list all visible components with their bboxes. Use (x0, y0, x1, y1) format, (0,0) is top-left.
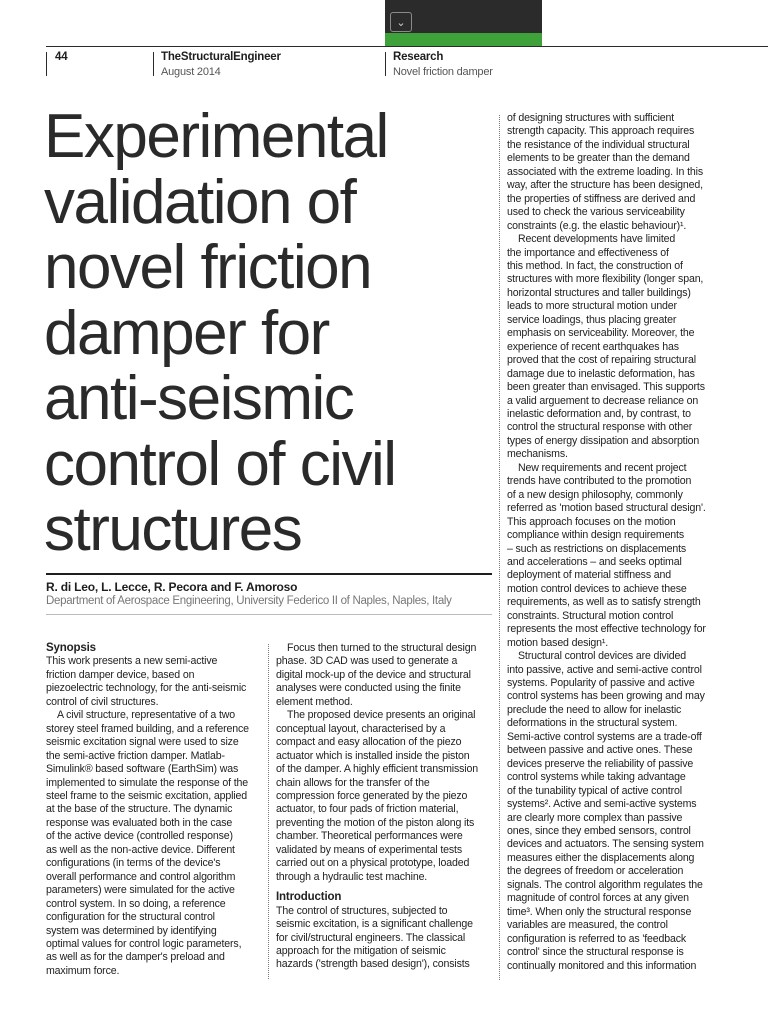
text-line: of designing structures with sufficient (507, 112, 675, 124)
column-divider (499, 115, 500, 980)
text-line: referred as 'motion based structural design'. (507, 502, 706, 515)
text-line: parameters) were simulated for the active (46, 884, 235, 897)
article-title (44, 104, 484, 563)
text-line: ones, since they embed sensors, control (507, 825, 691, 838)
text-line: configuration for the structural control (46, 911, 215, 924)
text-line: time³. When only the structural response (507, 905, 692, 918)
header-rule (46, 46, 768, 47)
section-subtitle: Novel friction damper (393, 66, 493, 78)
text-line: damage due to inelastic deformation, has (507, 367, 695, 380)
title-line: control of civil (44, 429, 396, 499)
text-line: strength capacity. This approach requires (507, 125, 695, 138)
text-line: types of energy dissipation and absorption (507, 434, 700, 447)
text-line: actuator, to four pads of friction material, (276, 803, 459, 816)
text-line: constraints (e.g. the elastic behaviour)¹. (507, 219, 687, 232)
text-line: and accelerations – and seeks optimal (507, 555, 682, 568)
page-number: 44 (55, 51, 68, 63)
text-line: analyses were conducted using the finite (276, 682, 461, 695)
text-line: control system. In so doing, a reference (46, 897, 226, 910)
title-line: anti-seismic (44, 364, 354, 433)
text-line: system was determined by identifying (46, 924, 217, 937)
text-line: control systems while taking advantage (507, 771, 686, 784)
text-line: motion based design¹. (507, 636, 609, 649)
text-line: requirements, as well as to satisfy strength (507, 596, 701, 609)
title-line: novel friction (44, 233, 372, 302)
text-line: The control of structures, subjected to (276, 904, 448, 917)
text-line: at the base of the structure. The dynamic (46, 803, 233, 816)
text-line: conceptual layout, characterised by a (276, 722, 446, 735)
text-line: control of civil structures. (46, 695, 159, 708)
text-line: storey steel framed building, and a reference (46, 722, 249, 735)
text-line: leads to more structural motion under (507, 300, 677, 313)
text-line: horizontal structures and taller buildings) (507, 286, 691, 299)
text-line: New requirements and recent project (518, 461, 687, 474)
text-line: the semi-active friction damper. Matlab- (46, 749, 225, 762)
text-line: proved that the cost of repairing structural (507, 354, 696, 367)
affiliation: Department of Aerospace Engineering, University Federico II of Naples, Naples, Italy (46, 595, 452, 607)
text-line: carried out on a physical prototype, loaded (276, 857, 470, 870)
text-line: into passive, active and semi-active control (507, 663, 702, 676)
text-line: control' since the structural response is (507, 946, 684, 959)
text-line: signals. The control algorithm regulates the (507, 878, 703, 891)
text-line: Focus then turned to the structural design (287, 642, 477, 654)
publication-name: TheStructuralEngineer (161, 51, 281, 63)
text-line: through a hydraulic test machine. (276, 870, 428, 883)
text-line: preclude the need to allow for inelastic (507, 703, 682, 716)
text-line: The proposed device presents an original (287, 709, 476, 722)
text-line: digital mock-up of the device and structural (276, 668, 471, 681)
title-line: structures (44, 495, 302, 564)
text-line: between passive and active ones. These (507, 744, 693, 757)
text-line: Structural control devices are divided (518, 650, 687, 663)
text-line: configuration is referred to as 'feedback (507, 932, 687, 945)
text-line: chamber. Theoretical performances were (276, 830, 463, 843)
text-line: the degrees of freedom or acceleration (507, 865, 684, 878)
column-2 (276, 642, 496, 972)
text-line: This approach focuses on the motion (507, 515, 676, 528)
text-line: maximum force. (46, 964, 120, 977)
text-line: systems. Popularity of passive and active (507, 677, 695, 690)
section-heading: Introduction (276, 891, 342, 904)
affiliation-rule (46, 614, 492, 615)
text-line: are clearly more complex than passive (507, 811, 683, 824)
text-line: for civil/structural engineers. The classical (276, 931, 466, 944)
text-line: A civil structure, representative of a two (57, 709, 235, 722)
column-3 (507, 112, 732, 973)
text-line: element method. (276, 695, 353, 708)
text-line: This work presents a new semi-active (46, 655, 218, 668)
text-line: actuator which is installed inside the piston (276, 749, 470, 762)
text-line: steel frame to the seismic excitation, applied (46, 789, 247, 802)
text-line: implemented to simulate the response of the (46, 776, 249, 789)
text-line: – such as restrictions on displacements (507, 542, 687, 555)
text-line: Simulink® based software (EarthSim) was (46, 763, 239, 776)
text-line: the properties of stiffness are derived and (507, 192, 696, 205)
text-line: experience of recent earthquakes has (507, 340, 679, 353)
title-line: validation of (44, 167, 356, 237)
header-divider (385, 52, 386, 76)
column-divider (268, 644, 269, 979)
text-line: devices and actuators. The sensing system (507, 838, 704, 851)
title-line: damper for (44, 298, 329, 368)
text-line: elements to be greater than the demand (507, 152, 690, 165)
text-line: devices preserve the reliability of passive (507, 757, 694, 770)
text-line: of a new design philosophy, commonly (507, 488, 683, 501)
text-line: been greater than envisaged. This supports (507, 381, 705, 394)
text-line: compression force generated by the piezo (276, 789, 468, 802)
issue-date: August 2014 (161, 66, 221, 78)
text-line: configurations (in terms of the device's (46, 857, 221, 870)
text-line: the importance and effectiveness of (507, 246, 669, 259)
text-line: used to check the various serviceability (507, 206, 685, 219)
text-line: represents the most effective technology for (507, 623, 706, 636)
text-line: service loadings, thus placing greater (507, 313, 677, 326)
column-1 (46, 642, 266, 978)
text-line: emphasis on serviceability. Moreover, the (507, 327, 695, 340)
text-line: piezoelectric technology, for the anti-seismic (46, 682, 247, 695)
text-line: mechanisms. (507, 448, 568, 461)
header-divider (46, 52, 47, 76)
text-line: this method. In fact, the construction of (507, 259, 683, 272)
text-line: control the structural response with other (507, 421, 693, 434)
text-line: constraints. Structural motion control (507, 609, 674, 622)
text-line: compact and easy allocation of the piezo (276, 736, 462, 749)
text-line: seismic excitation, is a significant challenge (276, 918, 473, 931)
text-line: structures with more flexibility (longer span, (507, 273, 704, 286)
text-line: the resistance of the individual structural (507, 138, 690, 151)
publication-block (161, 50, 281, 80)
section-name: Research (393, 51, 444, 63)
text-line: motion control devices to achieve these (507, 582, 687, 595)
title-rule (46, 573, 492, 575)
text-line: variables are measured, the control (507, 919, 668, 932)
text-line: hazards ('strength based design'), consists (276, 958, 470, 971)
text-line: trends have contributed to the promotion (507, 475, 692, 488)
text-line: deformations in the structural system. (507, 717, 678, 730)
text-line: control systems has been growing and may (507, 690, 705, 703)
text-line: seismic excitation signal were used to size (46, 736, 239, 749)
text-line: associated with the extreme loading. In this (507, 165, 703, 178)
text-line: a valid arguement to decrease reliance on (507, 394, 699, 407)
text-line: response was evaluated both in the case (46, 816, 233, 829)
title-line: Experimental (44, 102, 388, 171)
text-line: compliance within design requirements (507, 529, 684, 542)
text-line: magnitude of control forces at any given (507, 892, 689, 905)
text-line: approach for the mitigation of seismic (276, 944, 446, 957)
text-line: measures either the displacements along (507, 851, 695, 864)
text-line: deployment of material stiffness and (507, 569, 671, 582)
section-block (393, 50, 493, 80)
authors: R. di Leo, L. Lecce, R. Pecora and F. Amoroso (46, 580, 298, 594)
text-line: systems². Active and semi-active systems (507, 798, 697, 811)
text-line: of the damper. A highly efficient transmission (276, 763, 478, 776)
text-line: chain allows for the transfer of the (276, 776, 430, 789)
text-line: of the active device (controlled response) (46, 830, 233, 843)
text-line: as well as the non-active device. Different (46, 843, 235, 856)
text-line: friction damper device, based on (46, 668, 195, 681)
text-line: overall performance and control algorithm (46, 870, 236, 883)
text-line: as well as for the damper's preload and (46, 951, 225, 964)
text-line: Recent developments have limited (518, 233, 676, 246)
section-heading: Synopsis (46, 642, 96, 654)
text-line: inelastic deformation and, by contrast, to (507, 407, 691, 420)
chevron-down-icon[interactable]: ⌄ (390, 12, 412, 32)
header-accent-bar (385, 33, 542, 47)
text-line: phase. 3D CAD was used to generate a (276, 655, 458, 668)
text-line: preventing the motion of the piston along its (276, 816, 475, 829)
text-line: validated by means of experimental tests (276, 843, 462, 856)
text-line: way, after the structure has been designed, (507, 179, 703, 192)
header-divider (153, 52, 154, 76)
paragraph-gap (276, 884, 496, 891)
text-line: continually monitored and this information (507, 959, 697, 972)
text-line: of the tunability typical of active control (507, 784, 682, 797)
text-line: Semi-active control systems are a trade-off (507, 730, 702, 743)
text-line: optimal values for control logic parameters, (46, 937, 242, 950)
